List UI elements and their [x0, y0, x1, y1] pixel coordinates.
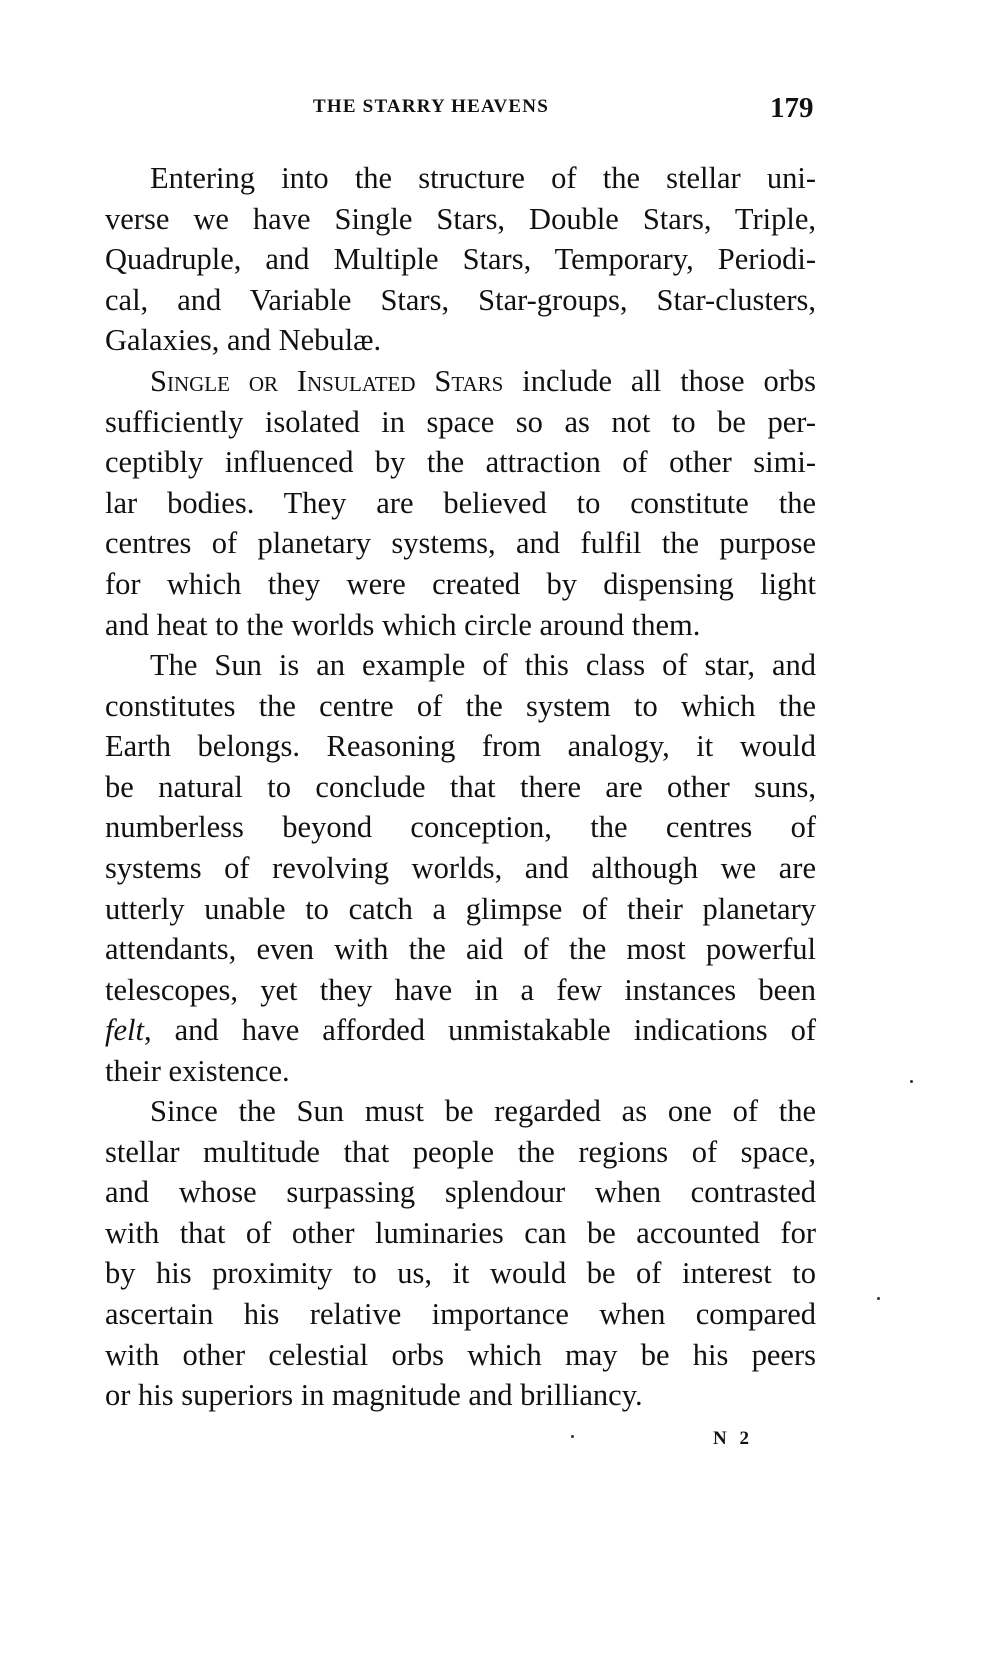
- text-segment: include all those orbs: [503, 364, 816, 398]
- text-line: Earth belongs. Reasoning from analogy, it would: [105, 729, 816, 764]
- text-line: stellar multitude that people the regions of space,: [105, 1134, 816, 1169]
- text-line: Quadruple, and Multiple Stars, Temporary, Periodi-: [105, 242, 816, 277]
- text-line: and whose surpassing splendour when contrasted: [105, 1175, 816, 1210]
- scan-speck: [910, 1080, 913, 1083]
- text-line: lar bodies. They are believed to constitute the: [105, 485, 816, 520]
- text-line: The Sun is an example of this class of star, and: [150, 648, 816, 682]
- text-segment: , and have afforded unmistakable indications of: [143, 1013, 816, 1048]
- text-line: numberless beyond conception, the centres of: [105, 810, 816, 845]
- signature-mark: N 2: [713, 1428, 753, 1449]
- text-line: for which they were created by dispensing light: [105, 567, 816, 601]
- text-line: ascertain his relative importance when compared: [105, 1297, 816, 1331]
- text-line: and heat to the worlds which circle around them.: [105, 607, 701, 642]
- page-number: 179: [770, 92, 814, 124]
- running-title: THE STARRY HEAVENS: [313, 96, 549, 117]
- text-line: attendants, even with the aid of the most powerful: [105, 932, 816, 967]
- text-line: [150, 361, 816, 401]
- text-line: or his superiors in magnitude and brilliancy.: [105, 1378, 643, 1413]
- text-line: centres of planetary systems, and fulfil the purpose: [105, 526, 816, 561]
- text-line: their existence.: [105, 1054, 290, 1088]
- text-line: Galaxies, and Nebulæ.: [105, 323, 382, 358]
- text-line: with other celestial orbs which may be his peers: [105, 1337, 816, 1372]
- text-line: sufficiently isolated in space so as not to be per-: [105, 404, 816, 439]
- text-line: ceptibly influenced by the attraction of other simi-: [105, 445, 816, 480]
- text-line: with that of other luminaries can be accounted for: [105, 1215, 816, 1250]
- text-line: be natural to conclude that there are other suns,: [105, 769, 816, 804]
- scan-speck: [877, 1297, 880, 1300]
- text-line: systems of revolving worlds, and although we are: [105, 851, 816, 885]
- text-line: by his proximity to us, it would be of interest to: [105, 1256, 816, 1291]
- text-line: Since the Sun must be regarded as one of the: [150, 1094, 816, 1128]
- text-line: cal, and Variable Stars, Star-groups, Star-clusters,: [105, 282, 816, 317]
- italic-word: felt: [105, 1013, 144, 1048]
- text-line: telescopes, yet they have in a few instances been: [105, 972, 816, 1007]
- text-line: Entering into the structure of the stellar uni-: [150, 161, 816, 195]
- text-line: constitutes the centre of the system to which the: [105, 688, 816, 723]
- text-line: utterly unable to catch a glimpse of their planetary: [105, 891, 816, 926]
- text-line: verse we have Single Stars, Double Stars, Triple,: [105, 201, 816, 236]
- scan-speck: [571, 1435, 574, 1438]
- small-caps-term: Single or Insulated Stars: [150, 364, 504, 398]
- text-line: [105, 1010, 816, 1050]
